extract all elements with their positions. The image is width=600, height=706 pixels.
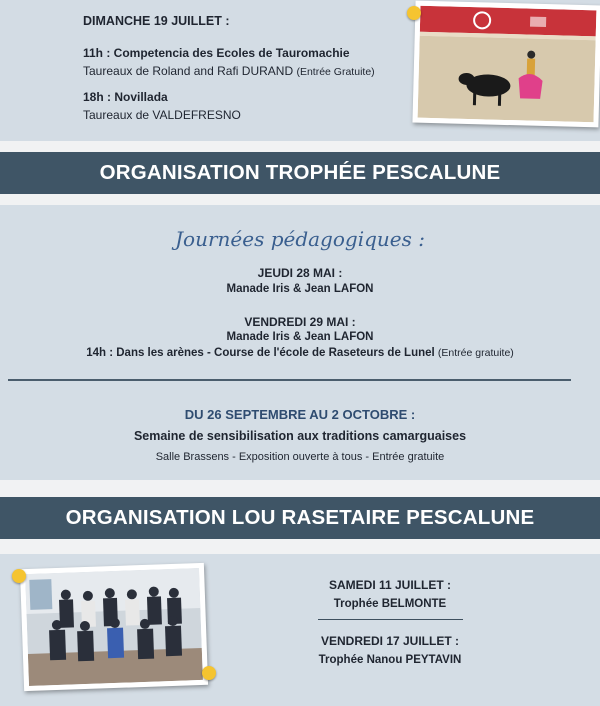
week-dates: DU 26 SEPTEMBRE AU 2 OCTOBRE : — [184, 407, 416, 422]
event-title: 18h : Novillada — [83, 90, 168, 104]
week-title: Semaine de sensibilisation aux traditions camarguaises — [133, 429, 467, 443]
day-detail: Manade Iris & Jean LAFON — [226, 283, 374, 295]
day-detail: Manade Iris & Jean LAFON — [226, 331, 374, 343]
yellow-pin-icon — [407, 6, 421, 20]
day-event-note: (Entrée gratuite) — [437, 347, 514, 359]
event-detail — [83, 64, 375, 78]
yellow-pin-icon — [202, 666, 216, 680]
event-title: 11h : Competencia des Ecoles de Tauromachie — [83, 46, 350, 60]
event-date: SAMEDI 11 JUILLET : — [328, 578, 452, 592]
day-date: VENDREDI 29 MAI : — [244, 315, 356, 329]
event-note: (Entrée Gratuite) — [296, 66, 375, 78]
group-photo — [20, 563, 208, 691]
pedagogical-days-panel — [0, 205, 600, 480]
script-heading: Journées pédagogiques : — [175, 227, 425, 251]
trophy-name: Trophée BELMONTE — [333, 598, 447, 610]
group-image — [25, 568, 203, 686]
event-detail: Taureaux de VALDEFRESNO — [83, 108, 241, 122]
day-event-text: 14h : Dans les arènes - Course de l'école de Raseteurs de Lunel — [86, 347, 435, 359]
divider — [318, 619, 463, 620]
date-heading: DIMANCHE 19 JUILLET : — [83, 14, 230, 28]
event-detail-text: Taureaux de Roland and Rafi DURAND — [83, 64, 294, 78]
bullfight-image — [418, 6, 597, 123]
day-date: JEUDI 28 MAI : — [257, 266, 343, 280]
week-detail: Salle Brassens - Exposition ouverte à tous - Entrée gratuite — [155, 451, 445, 463]
trophy-name: Trophée Nanou PEYTAVIN — [318, 654, 462, 666]
rasetaire-panel — [0, 554, 600, 706]
bullfight-photo — [412, 1, 600, 128]
event-date: VENDREDI 17 JUILLET : — [320, 634, 460, 648]
section-banner: ORGANISATION LOU RASETAIRE PESCALUNE — [0, 497, 600, 539]
divider — [8, 379, 571, 381]
day-event — [0, 347, 600, 359]
yellow-pin-icon — [12, 569, 26, 583]
section-banner: ORGANISATION TROPHÉE PESCALUNE — [0, 152, 600, 194]
event-panel-july-19 — [0, 0, 600, 141]
